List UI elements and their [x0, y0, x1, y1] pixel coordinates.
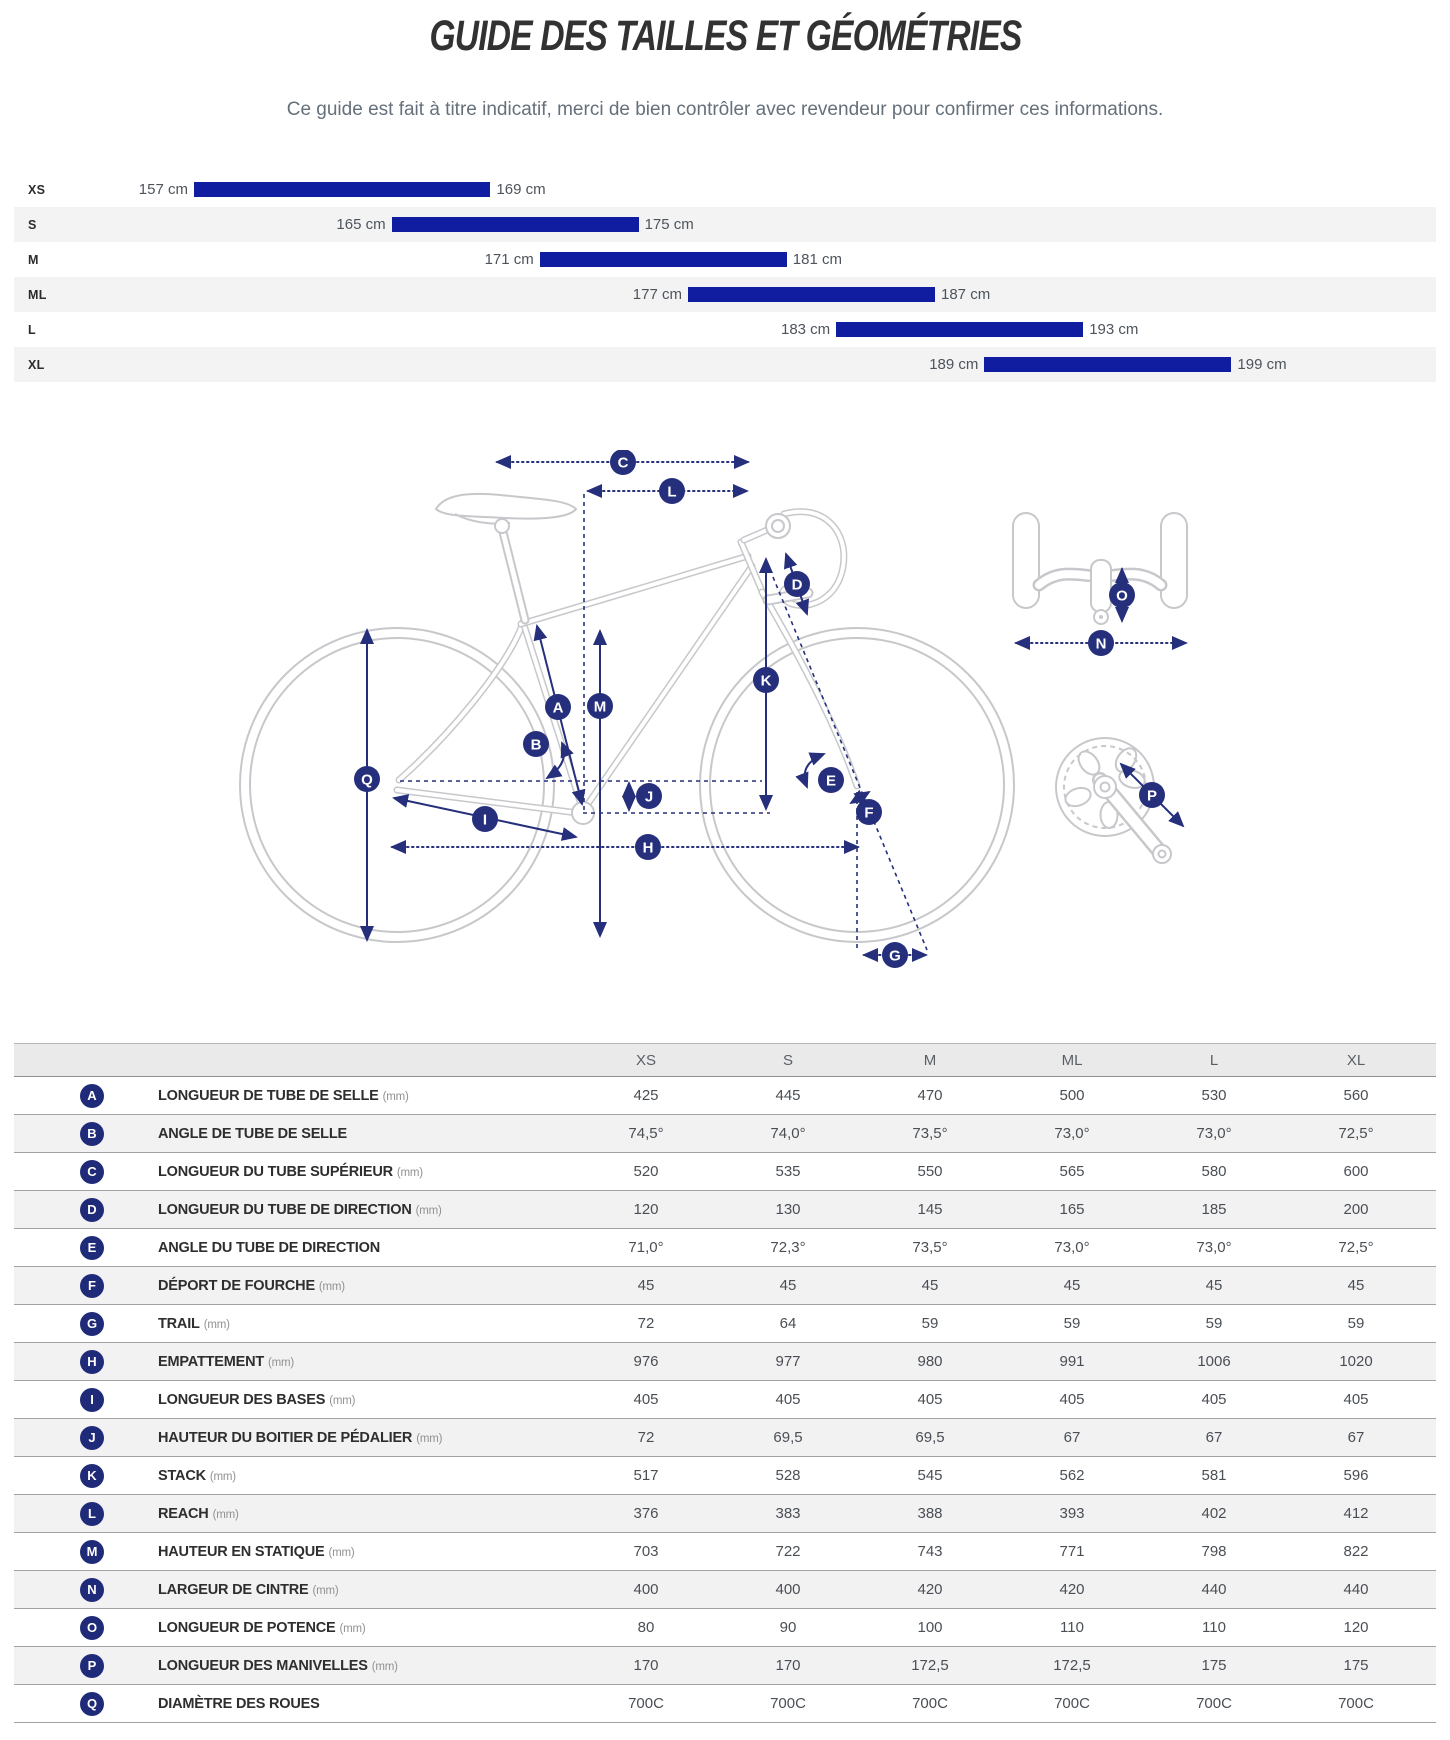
value-cell: 798 [1201, 1543, 1227, 1560]
value-cell: 59 [1205, 1315, 1223, 1332]
row-label: ANGLE DE TUBE DE SELLE [158, 1125, 347, 1142]
diagram-badge-l [659, 478, 685, 504]
row-unit: (mm) [203, 1318, 230, 1331]
value-cell: 420 [1059, 1581, 1085, 1598]
value-cell: 440 [1201, 1581, 1227, 1598]
value-cell: 405 [633, 1391, 659, 1408]
value-cell: 175 [1201, 1657, 1227, 1674]
row-badge: F [80, 1274, 104, 1298]
geometry-row-b [14, 1115, 1436, 1153]
size-min-value: 177 cm [632, 286, 682, 303]
value-cell: 69,5 [773, 1429, 803, 1446]
row-label: LONGUEUR DE POTENCE (mm) [158, 1619, 366, 1636]
size-bar [984, 357, 1231, 372]
diagram-badge-q [354, 766, 380, 792]
value-cell: 72,5° [1338, 1239, 1374, 1256]
svg-text:K: K [760, 672, 772, 690]
diagram-badge-g [882, 942, 908, 968]
size-max-value: 199 cm [1237, 356, 1287, 373]
size-row-s [14, 207, 1436, 242]
svg-text:N: N [1095, 635, 1107, 653]
column-header-l: L [1209, 1051, 1219, 1069]
value-cell: 185 [1201, 1201, 1227, 1218]
value-cell: 145 [917, 1201, 943, 1218]
size-label: M [28, 253, 39, 267]
row-badge: K [80, 1464, 104, 1488]
value-cell: 1020 [1339, 1353, 1373, 1370]
row-unit: (mm) [416, 1432, 443, 1445]
row-unit: (mm) [382, 1090, 409, 1103]
row-badge: C [80, 1160, 104, 1184]
svg-text:C: C [617, 454, 629, 472]
value-cell: 110 [1060, 1619, 1084, 1636]
size-label: L [28, 323, 36, 337]
column-header-m: M [923, 1051, 937, 1069]
diagram-badge-n [1088, 630, 1114, 656]
value-cell: 100 [917, 1619, 943, 1636]
geometry-row-j [14, 1419, 1436, 1457]
value-cell: 700C [628, 1695, 664, 1712]
value-cell: 700C [770, 1695, 806, 1712]
size-min-value: 183 cm [780, 321, 831, 338]
geometry-row-i [14, 1381, 1436, 1419]
value-cell: 976 [633, 1353, 659, 1370]
row-unit: (mm) [415, 1204, 442, 1217]
size-max-value: 181 cm [792, 251, 842, 268]
row-label: REACH (mm) [158, 1505, 239, 1522]
value-cell: 700C [912, 1695, 948, 1712]
page-subtitle: Ce guide est fait à titre indicatif, merci de bien contrôler avec revendeur pour confirmer ces informations. [286, 99, 1164, 120]
size-row-xl [14, 347, 1436, 382]
svg-text:J: J [644, 788, 654, 806]
size-max-value: 193 cm [1089, 321, 1139, 338]
value-cell: 200 [1343, 1201, 1369, 1218]
value-cell: 72 [637, 1429, 655, 1446]
size-max-value: 169 cm [496, 181, 546, 198]
diagram-badge-k [753, 667, 779, 693]
value-cell: 580 [1201, 1163, 1227, 1180]
value-cell: 528 [775, 1467, 801, 1484]
value-cell: 45 [1347, 1277, 1365, 1294]
row-label: DIAMÈTRE DES ROUES [158, 1695, 320, 1712]
value-cell: 405 [917, 1391, 943, 1408]
row-badge: L [80, 1502, 104, 1526]
value-cell: 596 [1343, 1467, 1369, 1484]
row-label: EMPATTEMENT (mm) [158, 1353, 295, 1370]
row-unit: (mm) [339, 1622, 366, 1635]
size-row-ml [14, 277, 1436, 312]
row-label: DÉPORT DE FOURCHE (mm) [158, 1277, 345, 1294]
svg-text:I: I [482, 811, 488, 829]
svg-text:D: D [791, 576, 803, 594]
value-cell: 700C [1338, 1695, 1374, 1712]
svg-text:G: G [889, 947, 901, 965]
column-header-xs: XS [635, 1051, 656, 1069]
size-min-value: 171 cm [484, 251, 534, 268]
row-label: TRAIL (mm) [158, 1315, 230, 1332]
value-cell: 700C [1196, 1695, 1232, 1712]
value-cell: 703 [633, 1543, 659, 1560]
size-row-m [14, 242, 1436, 277]
diagram-badge-f [856, 799, 882, 825]
value-cell: 45 [1205, 1277, 1223, 1294]
value-cell: 600 [1343, 1163, 1369, 1180]
size-row-xs [14, 172, 1436, 207]
size-bar [194, 182, 490, 197]
svg-text:M: M [593, 698, 607, 716]
value-cell: 130 [775, 1201, 801, 1218]
size-max-value: 175 cm [644, 216, 694, 233]
value-cell: 59 [921, 1315, 939, 1332]
size-label: XL [28, 358, 45, 372]
size-bar [688, 287, 935, 302]
size-max-value: 187 cm [941, 286, 991, 303]
value-cell: 700C [1054, 1695, 1090, 1712]
value-cell: 59 [1063, 1315, 1081, 1332]
value-cell: 59 [1347, 1315, 1365, 1332]
value-cell: 771 [1059, 1543, 1085, 1560]
value-cell: 562 [1059, 1467, 1085, 1484]
value-cell: 175 [1343, 1657, 1369, 1674]
value-cell: 550 [917, 1163, 943, 1180]
row-label: LONGUEUR DU TUBE DE DIRECTION (mm) [158, 1201, 442, 1218]
value-cell: 120 [1343, 1619, 1369, 1636]
value-cell: 73,0° [1054, 1239, 1090, 1256]
svg-text:L: L [667, 483, 677, 501]
geometry-diagram [0, 450, 1450, 975]
value-cell: 425 [633, 1087, 659, 1104]
row-unit: (mm) [312, 1584, 339, 1597]
row-label: LONGUEUR DES BASES (mm) [158, 1391, 356, 1408]
diagram-badge-j [636, 783, 662, 809]
value-cell: 90 [779, 1619, 797, 1636]
value-cell: 73,5° [912, 1125, 948, 1142]
value-cell: 110 [1202, 1619, 1226, 1636]
svg-text:O: O [1116, 587, 1128, 605]
value-cell: 73,0° [1196, 1125, 1232, 1142]
geometry-row-f [14, 1267, 1436, 1305]
diagram-badge-i [472, 806, 498, 832]
value-cell: 530 [1201, 1087, 1227, 1104]
size-row-l [14, 312, 1436, 347]
value-cell: 722 [775, 1543, 801, 1560]
svg-text:A: A [552, 699, 564, 717]
value-cell: 565 [1059, 1163, 1085, 1180]
size-label: ML [28, 288, 47, 302]
size-label: XS [28, 183, 46, 197]
value-cell: 405 [1059, 1391, 1085, 1408]
row-label: LONGUEUR DES MANIVELLES (mm) [158, 1657, 398, 1674]
value-cell: 991 [1059, 1353, 1085, 1370]
value-cell: 376 [633, 1505, 659, 1522]
value-cell: 172,5 [911, 1657, 949, 1674]
value-cell: 73,0° [1054, 1125, 1090, 1142]
value-cell: 581 [1201, 1467, 1227, 1484]
row-badge: B [80, 1122, 104, 1146]
geometry-table [14, 1043, 1436, 1723]
geometry-row-c [14, 1153, 1436, 1191]
diagram-badge-e [818, 767, 844, 793]
row-unit: (mm) [329, 1394, 356, 1407]
row-label: HAUTEUR EN STATIQUE (mm) [158, 1543, 355, 1560]
row-unit: (mm) [268, 1356, 295, 1369]
value-cell: 420 [917, 1581, 943, 1598]
diagram-badge-d [784, 571, 810, 597]
value-cell: 400 [775, 1581, 801, 1598]
diagram-badge-b [523, 731, 549, 757]
value-cell: 74,0° [770, 1125, 806, 1142]
geometry-row-p [14, 1647, 1436, 1685]
svg-text:P: P [1146, 787, 1158, 805]
geometry-row-m [14, 1533, 1436, 1571]
value-cell: 405 [775, 1391, 801, 1408]
value-cell: 412 [1343, 1505, 1369, 1522]
dimension-badges [354, 450, 1165, 968]
diagram-badge-h [635, 834, 661, 860]
row-badge: I [80, 1388, 104, 1412]
column-header-xl: XL [1346, 1051, 1366, 1069]
row-badge: N [80, 1578, 104, 1602]
size-bar [836, 322, 1083, 337]
svg-text:H: H [642, 839, 654, 857]
value-cell: 560 [1343, 1087, 1369, 1104]
row-badge: H [80, 1350, 104, 1374]
row-badge: O [80, 1616, 104, 1640]
value-cell: 45 [637, 1277, 655, 1294]
value-cell: 1006 [1197, 1353, 1231, 1370]
size-chart [0, 172, 1450, 382]
value-cell: 977 [775, 1353, 801, 1370]
value-cell: 170 [775, 1657, 801, 1674]
page-title: GUIDE DES TAILLES ET GÉOMÉTRIES [428, 12, 1022, 60]
geometry-row-a [14, 1077, 1436, 1115]
value-cell: 388 [917, 1505, 943, 1522]
value-cell: 980 [917, 1353, 943, 1370]
value-cell: 500 [1059, 1087, 1085, 1104]
size-min-value: 165 cm [336, 216, 386, 233]
value-cell: 405 [1343, 1391, 1369, 1408]
value-cell: 69,5 [915, 1429, 945, 1446]
value-cell: 520 [633, 1163, 659, 1180]
geometry-row-q [14, 1685, 1436, 1723]
row-unit: (mm) [396, 1166, 423, 1179]
row-badge: D [80, 1198, 104, 1222]
value-cell: 64 [779, 1315, 797, 1332]
row-badge: Q [80, 1692, 104, 1716]
value-cell: 405 [1201, 1391, 1227, 1408]
geometry-row-h [14, 1343, 1436, 1381]
diagram-badge-c [610, 450, 636, 475]
value-cell: 73,0° [1196, 1239, 1232, 1256]
row-badge: A [80, 1084, 104, 1108]
value-cell: 72 [637, 1315, 655, 1332]
row-unit: (mm) [328, 1546, 355, 1559]
value-cell: 72,3° [770, 1239, 806, 1256]
row-unit: (mm) [212, 1508, 239, 1521]
value-cell: 73,5° [912, 1239, 948, 1256]
value-cell: 67 [1205, 1429, 1223, 1446]
size-min-value: 157 cm [138, 181, 188, 198]
row-unit: (mm) [209, 1470, 236, 1483]
value-cell: 71,0° [628, 1239, 664, 1256]
geometry-row-l [14, 1495, 1436, 1533]
value-cell: 822 [1343, 1543, 1369, 1560]
row-label: LONGUEUR DU TUBE SUPÉRIEUR (mm) [158, 1163, 423, 1180]
value-cell: 440 [1343, 1581, 1369, 1598]
size-min-value: 189 cm [929, 356, 979, 373]
value-cell: 535 [775, 1163, 801, 1180]
value-cell: 402 [1201, 1505, 1227, 1522]
svg-text:Q: Q [361, 771, 373, 789]
value-cell: 170 [633, 1657, 659, 1674]
column-header-s: S [782, 1051, 793, 1069]
value-cell: 172,5 [1053, 1657, 1091, 1674]
size-label: S [28, 218, 37, 232]
svg-text:E: E [825, 772, 837, 790]
value-cell: 45 [779, 1277, 797, 1294]
row-label: STACK (mm) [158, 1467, 236, 1484]
geometry-row-k [14, 1457, 1436, 1495]
geometry-row-o [14, 1609, 1436, 1647]
value-cell: 545 [917, 1467, 943, 1484]
value-cell: 67 [1347, 1429, 1365, 1446]
value-cell: 80 [637, 1619, 655, 1636]
row-badge: J [80, 1426, 104, 1450]
row-badge: P [80, 1654, 104, 1678]
value-cell: 383 [775, 1505, 801, 1522]
value-cell: 72,5° [1338, 1125, 1374, 1142]
bike-outline-art [240, 494, 1187, 942]
row-unit: (mm) [318, 1280, 345, 1293]
value-cell: 743 [917, 1543, 943, 1560]
value-cell: 45 [1063, 1277, 1081, 1294]
row-label: LARGEUR DE CINTRE (mm) [158, 1581, 339, 1598]
geometry-row-d [14, 1191, 1436, 1229]
value-cell: 470 [917, 1087, 943, 1104]
geometry-row-e [14, 1229, 1436, 1267]
row-badge: G [80, 1312, 104, 1336]
value-cell: 400 [633, 1581, 659, 1598]
value-cell: 74,5° [628, 1125, 664, 1142]
diagram-badge-o [1109, 582, 1135, 608]
diagram-badge-a [545, 694, 571, 720]
geometry-row-n [14, 1571, 1436, 1609]
value-cell: 120 [633, 1201, 659, 1218]
value-cell: 445 [775, 1087, 801, 1104]
geometry-table-header [14, 1044, 1436, 1077]
row-label: ANGLE DU TUBE DE DIRECTION [158, 1239, 380, 1256]
geometry-row-g [14, 1305, 1436, 1343]
row-badge: M [80, 1540, 104, 1564]
value-cell: 393 [1059, 1505, 1085, 1522]
value-cell: 165 [1059, 1201, 1085, 1218]
svg-text:F: F [864, 804, 874, 822]
row-badge: E [80, 1236, 104, 1260]
value-cell: 67 [1063, 1429, 1081, 1446]
diagram-badge-p [1139, 782, 1165, 808]
diagram-badge-m [587, 693, 613, 719]
row-unit: (mm) [371, 1660, 398, 1673]
value-cell: 517 [633, 1467, 659, 1484]
row-label: LONGUEUR DE TUBE DE SELLE (mm) [158, 1087, 409, 1104]
value-cell: 45 [921, 1277, 939, 1294]
size-bar [392, 217, 639, 232]
row-label: HAUTEUR DU BOITIER DE PÉDALIER (mm) [158, 1429, 443, 1446]
svg-text:B: B [530, 736, 542, 754]
column-header-ml: ML [1061, 1051, 1083, 1069]
size-bar [540, 252, 787, 267]
